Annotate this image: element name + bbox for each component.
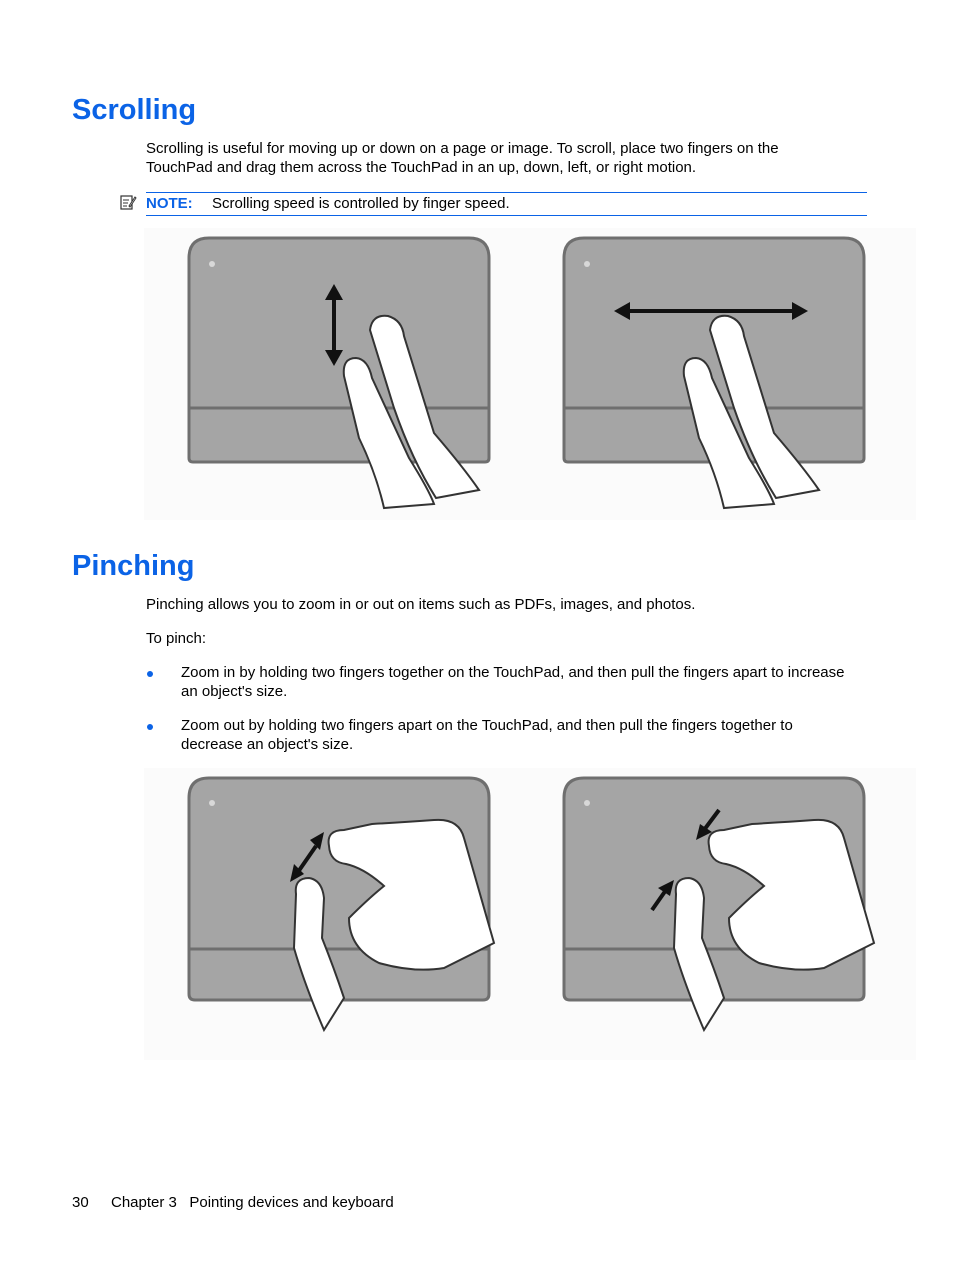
chapter-title: Chapter 3 Pointing devices and keyboard bbox=[111, 1194, 394, 1211]
pinching-heading: Pinching bbox=[72, 550, 195, 582]
touchpad-zoom-in bbox=[189, 778, 494, 1030]
note-box bbox=[146, 192, 867, 216]
page-number: 30 bbox=[72, 1194, 89, 1211]
bullet-icon bbox=[147, 724, 153, 730]
bullet-zoom-out-line2: decrease an object's size. bbox=[181, 736, 354, 753]
bullet-zoom-out-line1: Zoom out by holding two fingers apart on the TouchPad, and then pull the fingers together to bbox=[181, 717, 793, 734]
note-text: Scrolling speed is controlled by finger speed. bbox=[212, 195, 510, 212]
pinching-paragraph: Pinching allows you to zoom in or out on items such as PDFs, images, and photos. bbox=[146, 596, 696, 613]
touchpad-zoom-out bbox=[564, 778, 874, 1030]
scrolling-figure bbox=[144, 228, 916, 520]
bullet-zoom-in-line1: Zoom in by holding two fingers together on the TouchPad, and then pull the fingers apart to increase bbox=[181, 664, 845, 681]
scrolling-paragraph-line2: TouchPad and drag them across the TouchPad in an up, down, left, or right motion. bbox=[146, 159, 697, 176]
bullet-zoom-in-line2: an object's size. bbox=[181, 683, 288, 700]
scrolling-paragraph-line1: Scrolling is useful for moving up or down on a page or image. To scroll, place two fingers on the bbox=[146, 140, 779, 157]
scrolling-heading: Scrolling bbox=[72, 94, 197, 126]
pinching-intro: To pinch: bbox=[146, 630, 207, 647]
note-label: NOTE: bbox=[146, 195, 193, 212]
note-pad-icon bbox=[119, 193, 137, 216]
pinching-figure bbox=[144, 768, 916, 1060]
bullet-icon bbox=[147, 671, 153, 677]
